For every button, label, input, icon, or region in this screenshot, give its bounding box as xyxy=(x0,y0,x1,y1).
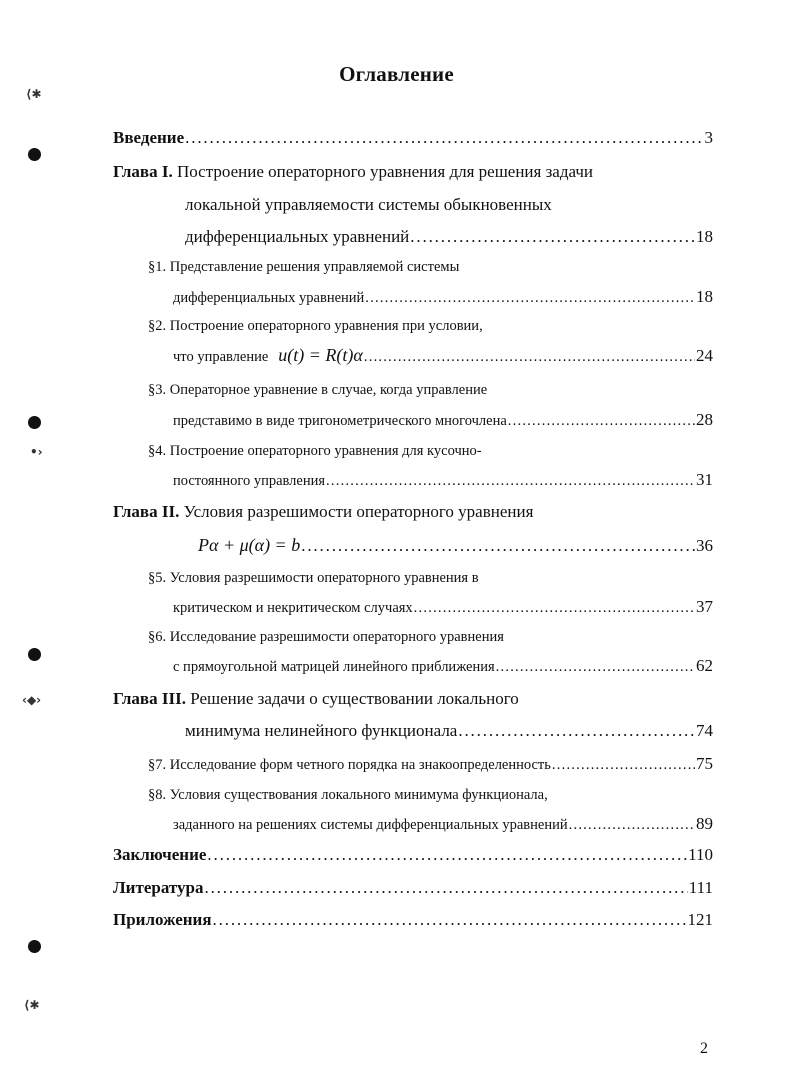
dot-leader xyxy=(364,349,695,366)
toc-page-number: 89 xyxy=(696,814,713,833)
chapter-title: Построение операторного уравнения для решения задачи xyxy=(176,162,594,181)
toc-page-number: 36 xyxy=(696,536,713,555)
toc-section-5-line-1: §5. Условия разрешимости операторного уравнения в xyxy=(148,570,479,586)
dot-leader xyxy=(410,227,695,247)
section-title-end: заданного на решениях системы дифференциальных уравнений xyxy=(173,817,568,833)
dot-leader xyxy=(552,757,695,774)
toc-section-4-line-1: §4. Построение операторного уравнения для кусочно- xyxy=(148,443,482,459)
toc-page-number: 18 xyxy=(696,287,713,306)
binder-hole-icon xyxy=(28,940,41,953)
binder-hole-icon xyxy=(28,648,41,661)
dot-leader xyxy=(414,600,695,617)
toc-chapter-2-line-1[interactable] xyxy=(113,502,533,522)
dot-leader xyxy=(301,536,695,556)
toc-entry-literature[interactable] xyxy=(113,878,713,898)
chapter-title: Условия разрешимости операторного уравнения xyxy=(183,502,534,521)
toc-page-number: 75 xyxy=(696,754,713,773)
dot-leader xyxy=(326,473,695,490)
toc-chapter-2-line-2[interactable] xyxy=(198,535,713,556)
toc-section-4-line-2[interactable] xyxy=(173,470,713,490)
dot-leader xyxy=(508,413,695,430)
chapter-title-end: минимума нелинейного функционала xyxy=(185,721,458,740)
toc-page-number: 31 xyxy=(696,470,713,489)
toc-section-2-line-2[interactable] xyxy=(173,345,713,366)
toc-entry-appendix[interactable] xyxy=(113,910,713,930)
toc-chapter-1-line-1[interactable] xyxy=(113,162,593,182)
toc-chapter-1-line-3[interactable] xyxy=(185,227,713,247)
toc-page-number: 121 xyxy=(687,910,713,929)
toc-section-8-line-2[interactable] xyxy=(173,814,713,834)
scan-mark-icon: ⟨✱ xyxy=(24,998,40,1012)
formula-u-equals-r-alpha: u(t) = R(t)α xyxy=(278,345,363,365)
toc-section-5-line-2[interactable] xyxy=(173,597,713,617)
chapter-prefix: Глава III. xyxy=(113,689,186,708)
toc-chapter-3-line-1[interactable] xyxy=(113,689,519,709)
dot-leader xyxy=(496,659,695,676)
page-number: 2 xyxy=(700,1040,708,1057)
toc-section-1-line-2[interactable] xyxy=(173,287,713,307)
toc-page-number: 74 xyxy=(696,721,713,740)
toc-page-number: 24 xyxy=(696,346,713,365)
dot-leader xyxy=(185,128,703,148)
toc-chapter-1-line-2: локальной управляемости системы обыкновенных xyxy=(185,195,552,214)
toc-entry-conclusion[interactable] xyxy=(113,845,713,865)
toc-section-2-line-1: §2. Построение операторного уравнения при условии, xyxy=(148,318,483,334)
scan-mark-icon: ‹◆› xyxy=(22,693,42,707)
formula-p-alpha-mu-equals-b: Pα + μ(α) = b xyxy=(198,535,301,555)
binder-hole-icon xyxy=(28,416,41,429)
section-title-end: представимо в виде тригонометрического многочлена xyxy=(173,413,507,429)
toc-section-6-line-2[interactable] xyxy=(173,656,713,676)
toc-page-number: 37 xyxy=(696,597,713,616)
toc-section-7[interactable] xyxy=(148,754,713,774)
dot-leader xyxy=(213,910,687,930)
toc-section-3-line-1: §3. Операторное уравнение в случае, когда управление xyxy=(148,382,488,398)
toc-section-8-line-1: §8. Условия существования локального минимума функционала, xyxy=(148,787,548,803)
scan-mark-icon: •› xyxy=(30,445,43,459)
page-title: Оглавление xyxy=(339,62,454,86)
chapter-title-end: дифференциальных уравнений xyxy=(185,227,410,246)
toc-page-number: 28 xyxy=(696,410,713,429)
toc-page-number: 110 xyxy=(688,845,713,864)
toc-section-6-line-1: §6. Исследование разрешимости операторного уравнения xyxy=(148,629,504,645)
chapter-title: Решение задачи о существовании локального xyxy=(190,689,519,708)
section-title-end: критическом и некритическом случаях xyxy=(173,600,413,616)
toc-page-number: 111 xyxy=(688,878,713,897)
section-title-end: что управление xyxy=(173,349,269,365)
section-title-end: постоянного управления xyxy=(173,473,326,489)
dot-leader xyxy=(365,290,695,307)
toc-page-number: 62 xyxy=(696,656,713,675)
toc-entry-label: Введение xyxy=(113,128,185,147)
scan-mark-icon: ⟨✱ xyxy=(26,87,42,101)
section-title-end: дифференциальных уравнений xyxy=(173,290,365,306)
toc-page-number: 3 xyxy=(704,128,713,147)
dot-leader xyxy=(207,845,687,865)
toc-chapter-3-line-2[interactable] xyxy=(185,721,713,741)
toc-entry-label: Заключение xyxy=(113,845,207,864)
dot-leader xyxy=(458,721,695,741)
section-title-end: с прямоугольной матрицей линейного приближения xyxy=(173,659,495,675)
toc-page-number: 18 xyxy=(696,227,713,246)
toc-section-3-line-2[interactable] xyxy=(173,410,713,430)
toc-entry-label: Приложения xyxy=(113,910,212,929)
binder-hole-icon xyxy=(28,148,41,161)
toc-entry-intro[interactable] xyxy=(113,128,713,148)
dot-leader xyxy=(204,878,687,898)
chapter-prefix: Глава I. xyxy=(113,162,173,181)
toc-section-1-line-1: §1. Представление решения управляемой системы xyxy=(148,259,460,275)
chapter-prefix: Глава II. xyxy=(113,502,180,521)
section-title: §7. Исследование форм четного порядка на знакоопределенность xyxy=(148,757,551,773)
dot-leader xyxy=(569,817,695,834)
toc-entry-label: Литература xyxy=(113,878,204,897)
